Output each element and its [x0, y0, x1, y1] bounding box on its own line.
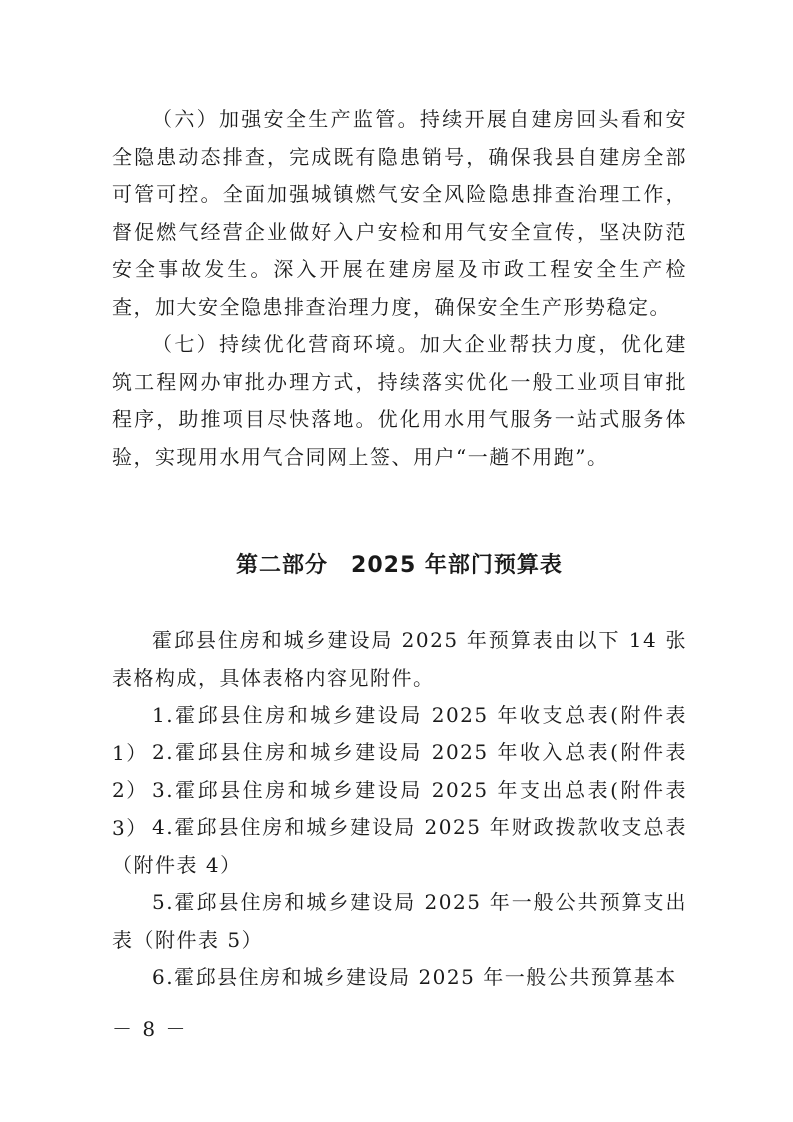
budget-list-item-3: 3.霍邱县住房和城乡建设局 2025 年支出总表(附件表 3） [112, 778, 687, 840]
budget-list-item-2: 2.霍邱县住房和城乡建设局 2025 年收入总表(附件表 2） [112, 740, 687, 802]
section-item-6: （六）加强安全生产监管。持续开展自建房回头看和安全隐患动态排查，完成既有隐患销号，确保我县自建房全部可管可控。全面加强城镇燃气安全风险隐患排查治理工作，督促燃气经营企业做好入户安检和用气安全宣传，坚决防范安全事故发生。深入开展在建房屋及市政工程安全生产检查，加大安全隐患排查治理力度，确保安全生产形势稳定。 [112, 107, 687, 319]
section-item-7: （七）持续优化营商环境。加大企业帮扶力度，优化建筑工程网办审批办理方式，持续落实优化一般工业项目审批程序，助推项目尽快落地。优化用水用气服务一站式服务体验，实现用水用气合同网上签、用户“一趟不用跑”。 [112, 332, 687, 469]
budget-list-item-5: 5.霍邱县住房和城乡建设局 2025 年一般公共预算支出表（附件表 5） [112, 890, 687, 952]
budget-list-item-4: 4.霍邱县住房和城乡建设局 2025 年财政拨款收支总表（附件表 4） [112, 815, 687, 877]
budget-intro: 霍邱县住房和城乡建设局 2025 年预算表由以下 14 张表格构成，具体表格内容见附件。 [112, 628, 687, 690]
budget-list-item-6: 6.霍邱县住房和城乡建设局 2025 年一般公共预算基本 [152, 965, 677, 989]
part-two-heading: 第二部分 2025 年部门预算表 [236, 553, 563, 578]
page-number: － 8 － [112, 1017, 188, 1041]
budget-list-item-1: 1.霍邱县住房和城乡建设局 2025 年收支总表(附件表 1） [112, 703, 687, 765]
